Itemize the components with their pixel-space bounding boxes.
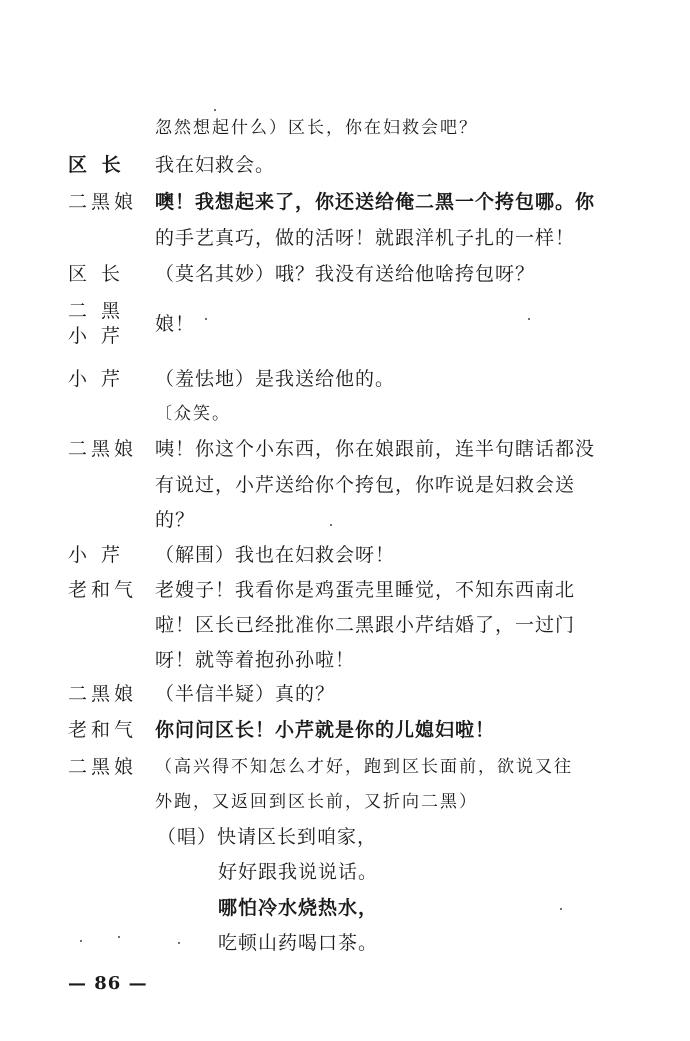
scan-speck [528, 318, 530, 320]
speaker-lao-heqi: 老和气 [68, 579, 138, 601]
stage-direction: （高兴得不知怎么才好，跑到区长面前，欲说又往 [155, 757, 573, 777]
song-line: （唱）快请区长到咱家， [157, 826, 378, 848]
dialogue-line: （解围）我也在妇救会呀！ [155, 544, 396, 566]
page-number: — 86 — [68, 973, 148, 994]
dialogue-line: 有说过，小芹送给你个挎包，你咋说是妇救会送 [155, 474, 576, 496]
speaker-lao-heqi: 老和气 [68, 719, 138, 741]
scan-speck [118, 936, 120, 938]
speaker-district-chief: 区 长 [68, 263, 125, 285]
scan-speck [214, 109, 216, 111]
scan-speck [560, 908, 562, 910]
speaker-erhei: 二 黑 [68, 300, 125, 322]
speaker-xiaoqin: 小 芹 [68, 544, 125, 566]
dialogue-line: 呀！就等着抱孙孙啦！ [155, 649, 356, 671]
dialogue-line: 的？ [155, 509, 196, 531]
dialogue-line: （羞怯地）是我送给他的。 [155, 368, 396, 390]
song-line: 哪怕冷水烧热水， [218, 897, 379, 919]
speaker-erhei-mother: 二黑娘 [68, 191, 138, 213]
dialogue-line: （莫名其妙）哦？我没有送给他啥挎包呀？ [155, 263, 536, 285]
speaker-xiaoqin: 小 芹 [68, 368, 125, 390]
stage-direction: 外跑，又返回到区长前，又折向二黑） [155, 792, 478, 812]
dialogue-line: 咦！你这个小东西，你在娘跟前，连半句瞎话都没 [155, 438, 596, 460]
dialogue-line: （半信半疑）真的？ [155, 683, 336, 705]
dialogue-line: 娘！ [155, 313, 196, 335]
stage-direction-continued: 忽然想起什么）区长，你在妇救会吧？ [155, 118, 478, 138]
scan-speck [205, 318, 207, 320]
scan-speck [80, 940, 82, 942]
speaker-erhei-mother: 二黑娘 [68, 756, 138, 778]
speaker-erhei-mother: 二黑娘 [68, 683, 138, 705]
song-line: 好好跟我说说话。 [218, 861, 379, 883]
speaker-xiaoqin: 小 芹 [68, 325, 125, 347]
dialogue-line: 你问问区长！小芹就是你的儿媳妇啦！ [155, 719, 496, 741]
scan-speck [330, 524, 332, 526]
scan-speck [178, 942, 180, 944]
dialogue-line: 我在妇救会。 [155, 154, 276, 176]
speaker-district-chief: 区 长 [68, 154, 125, 176]
dialogue-line: 老嫂子！我看你是鸡蛋壳里睡觉，不知东西南北 [155, 579, 576, 601]
song-line: 吃顿山药喝口茶。 [218, 932, 379, 954]
speaker-erhei-mother: 二黑娘 [68, 438, 138, 460]
stage-direction: 〔众笑。 [155, 404, 231, 424]
dialogue-line: 的手艺真巧，做的活呀！就跟洋机子扎的一样！ [155, 227, 576, 249]
dialogue-line: 噢！我想起来了，你还送给俺二黑一个挎包哪。你 [155, 191, 596, 213]
dialogue-line: 啦！区长已经批准你二黑跟小芹结婚了，一过门 [155, 614, 576, 636]
